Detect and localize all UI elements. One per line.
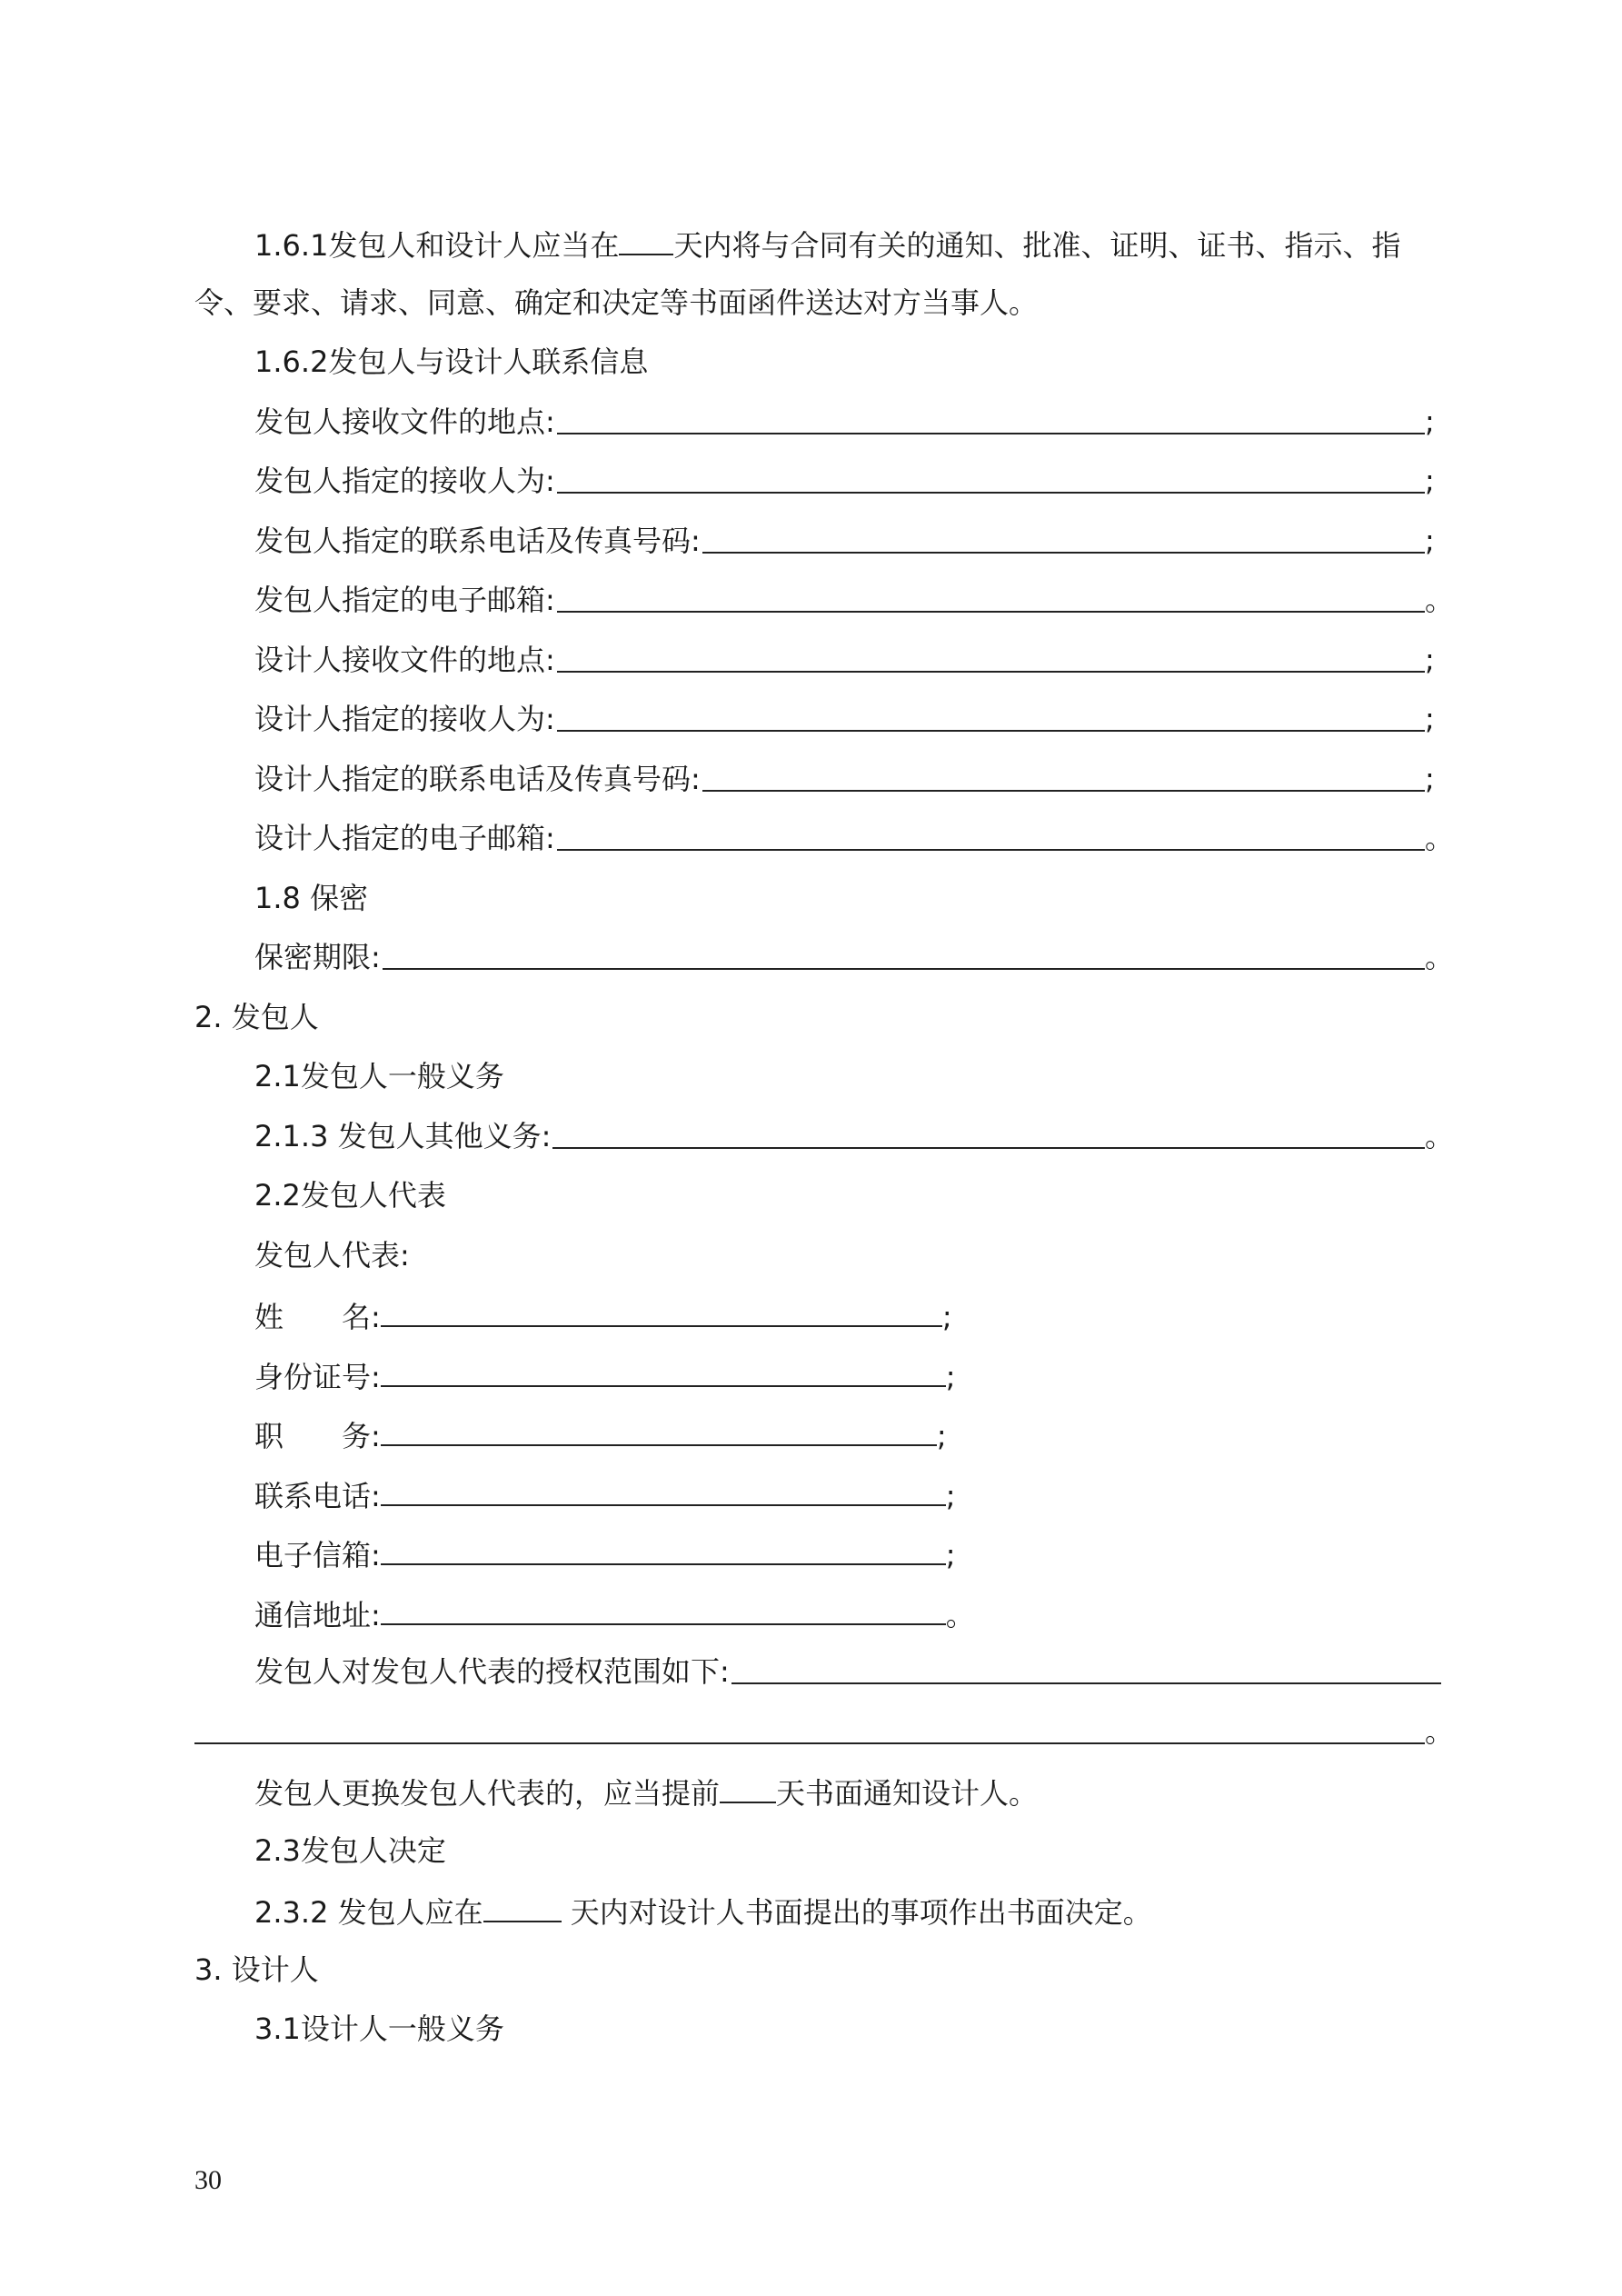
punct: 。 [1425,940,1455,974]
contact-field [194,690,1441,750]
punct: ; [945,1478,956,1513]
heading-1-6-2: 1.6.2发包人与设计人联系信息 [254,344,649,379]
text: 发包人更换发包人代表的，应当提前 [254,1776,721,1811]
field-label: 发包人接收文件的地点: [254,404,555,439]
section-3-heading: 3. 设计人 [194,1952,319,1987]
field-label: 保密期限: [254,940,381,974]
fill-line [557,809,1425,851]
field-label: 姓 [254,1300,284,1334]
field-label: 发包人指定的电子邮箱: [254,583,555,617]
fill-line [194,1702,1425,1744]
heading-2-2: 2.2发包人代表 [254,1178,446,1213]
punct: ; [1425,404,1435,439]
fill-line [557,393,1425,434]
field-label: 发包人指定的接收人为: [254,464,555,498]
text: 天内将与合同有关的通知、批准、证明、证书、指示、指 [673,228,1401,263]
heading-1-8: 1.8 保密 [254,880,369,915]
field-label: 职 [254,1419,284,1453]
blank-days [720,1762,776,1803]
heading-2-1: 2.1发包人一般义务 [254,1059,504,1093]
punct: 。 [1425,1713,1455,1749]
rep-field-address [194,1583,1441,1643]
contact-field [194,393,1441,453]
field-label: 务: [342,1419,381,1453]
fill-line [381,1523,946,1565]
blank-days [483,1881,562,1922]
fill-line [552,1107,1425,1149]
field-label: 名: [342,1300,381,1334]
clause-1-6-1-cont [194,274,1441,334]
punct: 。 [1425,821,1455,855]
fill-line [557,571,1425,613]
authorization-field-cont [194,1702,1455,1762]
fill-line [702,512,1425,554]
rep-change-clause [194,1762,1441,1822]
punct: ; [1425,464,1435,498]
fill-line [381,1583,946,1625]
clause-1-6-1 [194,214,1441,274]
heading-2-3: 2.3发包人决定 [254,1832,446,1868]
rep-field-phone [194,1464,1441,1524]
fill-line [381,1464,946,1506]
fill-line [731,1642,1441,1684]
rep-field-id [194,1345,1441,1405]
clause-2-3-2 [194,1881,1441,1941]
field-label: 通信地址: [254,1597,381,1632]
fill-line [381,1285,942,1327]
rep-field-email [194,1523,1441,1583]
text: 2.3.2 发包人应在 [254,1895,483,1930]
document-body [194,214,1455,2060]
punct: ; [1425,523,1435,558]
field-label: 设计人指定的联系电话及传真号码: [254,761,701,796]
punct: 。 [1425,583,1455,617]
rep-title: 发包人代表: [254,1237,410,1273]
field-label: 电子信箱: [254,1538,381,1572]
contact-field [194,809,1455,869]
punct: ; [1425,761,1435,796]
fill-line [702,750,1425,792]
rep-field-name [194,1285,1441,1345]
fill-line [557,452,1425,494]
secret-period-field [194,928,1455,988]
punct: 。 [945,1597,975,1632]
punct: 。 [1425,1118,1455,1153]
fill-line [383,928,1425,970]
punct: ; [1425,702,1435,736]
punct: ; [936,1419,947,1453]
punct: ; [945,1538,956,1572]
fill-line [557,631,1425,673]
fill-line [557,690,1425,732]
section-2-heading: 2. 发包人 [194,999,319,1034]
text: 令、要求、请求、同意、确定和决定等书面函件送达对方当事人。 [194,285,1039,320]
contact-field [194,631,1441,691]
field-label: 设计人接收文件的地点: [254,642,555,677]
field-label: 发包人指定的联系电话及传真号码: [254,523,701,558]
punct: ; [1425,642,1435,677]
text: 天书面通知设计人。 [776,1776,1039,1811]
contact-field [194,750,1441,810]
field-label: 发包人对发包人代表的授权范围如下: [254,1654,730,1689]
contact-field [194,452,1441,512]
blank-days [619,214,673,255]
field-label: 设计人指定的电子邮箱: [254,821,555,855]
punct: ; [945,1359,956,1394]
page-number: 30 [194,2165,222,2195]
contact-field [194,512,1441,572]
authorization-field [194,1642,1441,1702]
field-label: 设计人指定的接收人为: [254,702,555,736]
text: 天内对设计人书面提出的事项作出书面决定。 [561,1895,1152,1930]
field-label: 2.1.3 发包人其他义务: [254,1118,552,1153]
text: 1.6.1发包人和设计人应当在 [254,228,620,263]
punct: ; [941,1300,952,1334]
fill-line [381,1404,937,1446]
contact-field [194,571,1455,631]
field-label: 身份证号: [254,1359,381,1394]
heading-3-1: 3.1设计人一般义务 [254,2011,504,2046]
rep-field-title [194,1404,1441,1464]
field-label: 联系电话: [254,1478,381,1513]
other-obligations-field [194,1107,1455,1167]
fill-line [381,1345,946,1387]
